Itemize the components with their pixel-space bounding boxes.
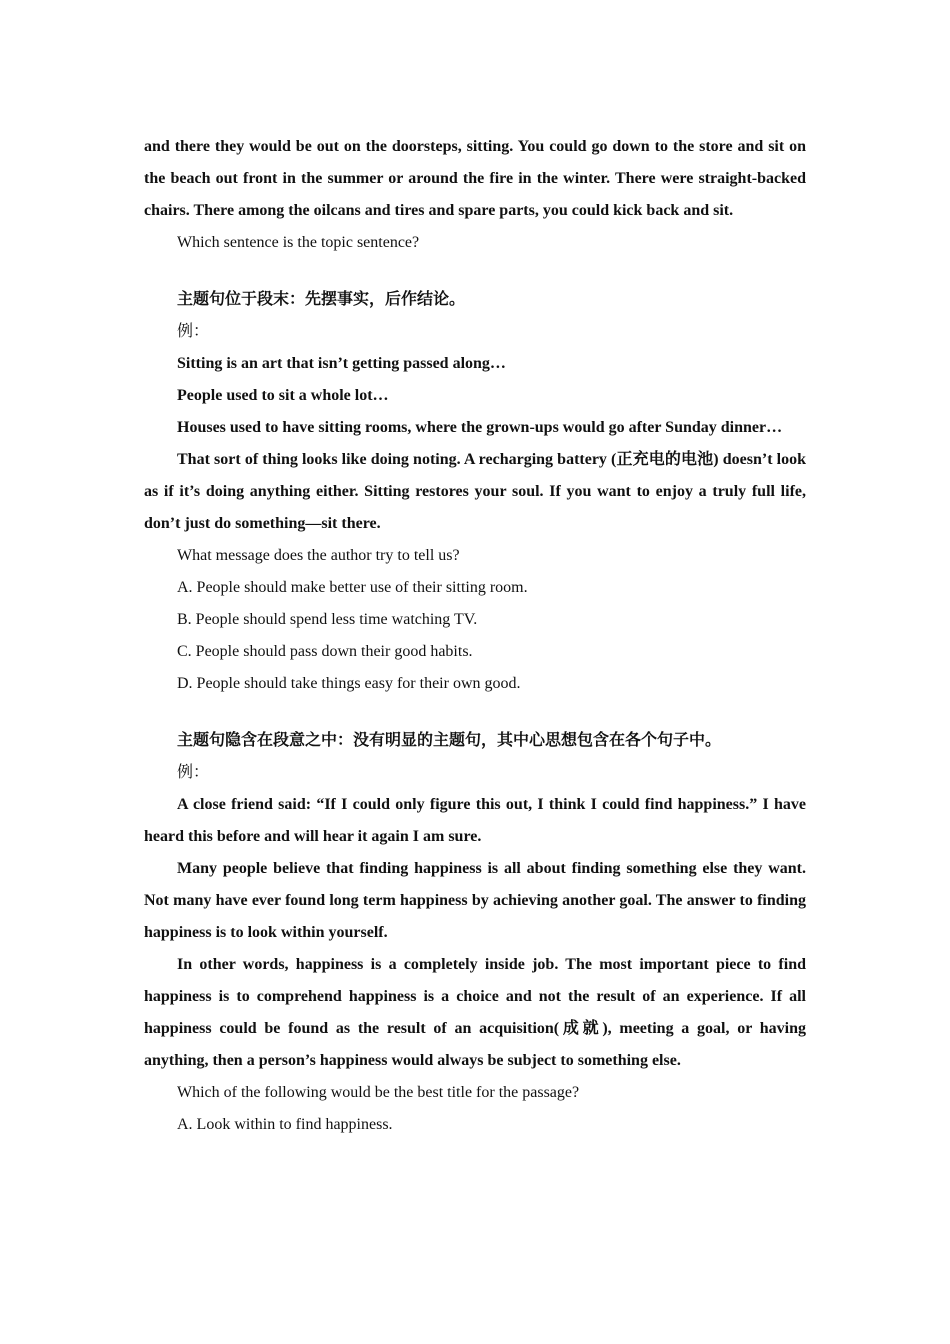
section-heading-end: 主题句位于段末：先摆事实，后作结论。 [177, 291, 466, 308]
question-topic-sentence: Which sentence is the topic sentence? [177, 234, 420, 251]
option: D. People should take things easy for their own good. [177, 675, 521, 692]
spacer [144, 700, 806, 725]
document-page [144, 131, 806, 1141]
passage-paragraph: A close friend said: “If I could only figure this out, I think I could find happiness.” I have heard this before and will hear it again I am sure. [144, 796, 806, 845]
passage-line: Sitting is an art that isn’t getting passed along… [177, 355, 506, 372]
option: B. People should spend less time watching TV. [177, 611, 478, 628]
passage-paragraph: That sort of thing looks like doing noting. A recharging battery (正充电的电池) doesn’t look as if it’s doing anything either. Sitting restores your soul. If you want to enjoy a truly full life, don’t just do something—sit there. [144, 451, 806, 532]
section-heading-implied: 主题句隐含在段意之中：没有明显的主题句，其中心思想包含在各个句子中。 [177, 732, 722, 749]
option: C. People should pass down their good habits. [177, 643, 473, 660]
option: A. Look within to find happiness. [177, 1116, 393, 1133]
example-label: 例： [177, 323, 210, 340]
passage-tail: and there they would be out on the doorsteps, sitting. You could go down to the store and sit on the beach out front in the summer or around the fire in the winter. There were straight-backed chairs. There among the oilcans and tires and spare parts, you could kick back and sit. [144, 138, 806, 219]
question-title: Which of the following would be the best title for the passage? [177, 1084, 580, 1101]
option: A. People should make better use of their sitting room. [177, 579, 528, 596]
question-message: What message does the author try to tell us? [177, 547, 460, 564]
example-label: 例： [177, 764, 210, 781]
passage-line: People used to sit a whole lot… [177, 387, 389, 404]
passage-paragraph: In other words, happiness is a completely inside job. The most important piece to find happiness is to comprehend happiness is a choice and not the result of an experience. If all happiness could be found as the result of an acquisition(成就), meeting a goal, or having anything, then a person’s happiness would always be subject to something else. [144, 956, 806, 1069]
passage-paragraph: Many people believe that finding happiness is all about finding something else they want. Not many have ever found long term happiness by achieving another goal. The answer to finding happiness is to look within yourself. [144, 860, 806, 941]
spacer [144, 259, 806, 284]
passage-line: Houses used to have sitting rooms, where the grown-ups would go after Sunday dinner… [177, 419, 783, 436]
